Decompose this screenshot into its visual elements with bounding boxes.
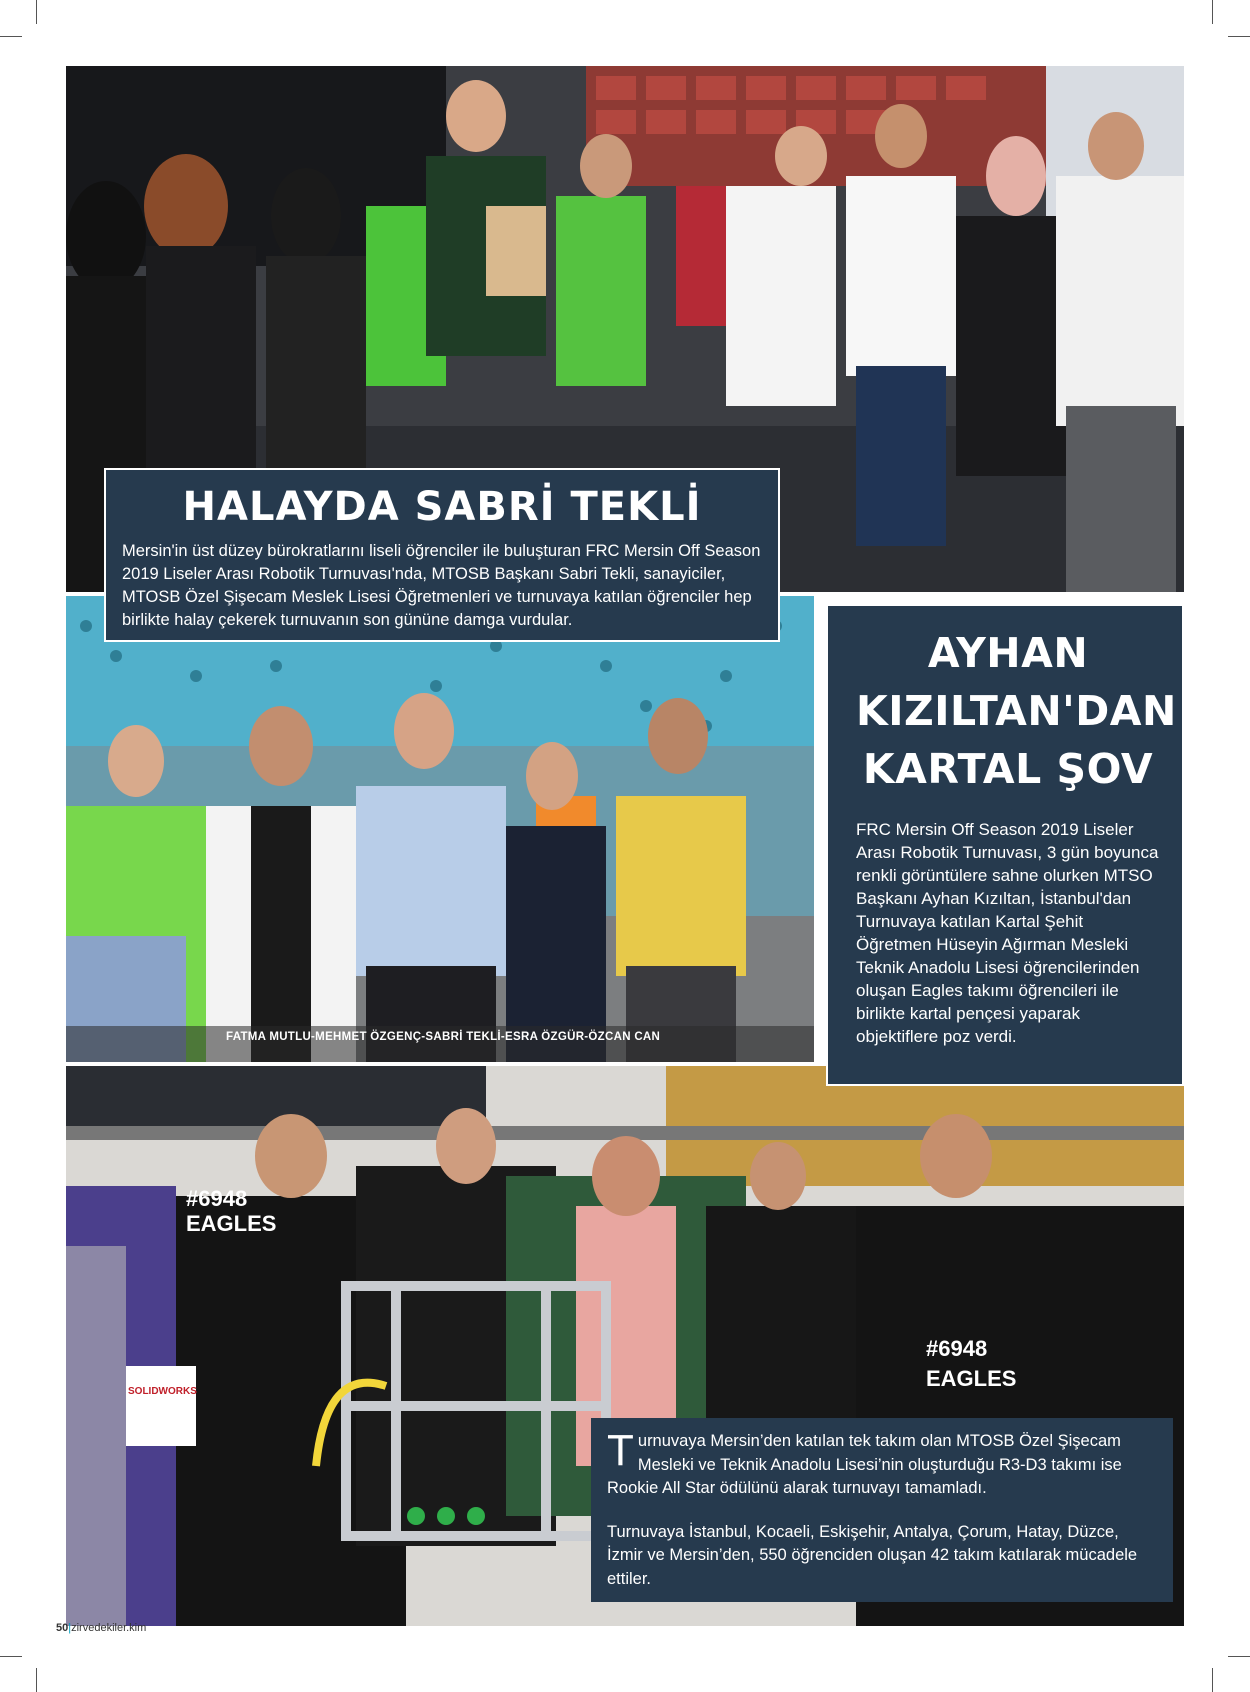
shirt-number-text: #6948 bbox=[186, 1186, 248, 1211]
article-paragraph bbox=[607, 1426, 1157, 1501]
shirt-team-text: EAGLES bbox=[186, 1211, 277, 1236]
photo-group-portrait bbox=[66, 596, 814, 1062]
title-line: KIZILTAN'DAN bbox=[856, 687, 1177, 735]
photo-caption: FATMA MUTLU-MEHMET ÖZGENÇ-SABRİ TEKLİ-ESRA ÖZGÜR-ÖZCAN CAN bbox=[226, 1031, 661, 1043]
article-halay bbox=[104, 468, 780, 642]
crop-mark bbox=[36, 1668, 37, 1692]
page-number: 50 bbox=[56, 1622, 69, 1634]
drop-cap: T bbox=[607, 1426, 634, 1475]
crop-mark bbox=[1228, 36, 1250, 37]
article-title: HALAYDA SABRİ TEKLİ bbox=[182, 484, 702, 530]
crop-mark bbox=[1228, 1656, 1250, 1657]
sponsor-banner-text: SOLIDWORKS bbox=[128, 1386, 197, 1397]
title-line: KARTAL ŞOV bbox=[862, 745, 1154, 793]
article-body: FRC Mersin Off Season 2019 Liseler Arası Robotik Turnuvası, 3 gün boyunca renkli görüntülere sahne olurken MTSO Başkanı Ayhan Kızıltan, İstanbul'dan Turnuvaya katılan Kartal Şehit Öğretmen Hüseyin Ağırman Mesleki Teknik Anadolu Lisesi öğrencilerinden oluşan Eagles takımı öğrencileri ile birlikte kartal pençesi yaparak objektiflere poz verdi. bbox=[856, 820, 1159, 1046]
page-folio bbox=[56, 1622, 146, 1634]
article-rookie-all-star bbox=[591, 1418, 1173, 1602]
article-title bbox=[856, 624, 1177, 798]
shirt-team-text: EAGLES bbox=[926, 1366, 1017, 1391]
crop-mark bbox=[1212, 1668, 1213, 1692]
crop-mark bbox=[0, 1656, 22, 1657]
crop-mark bbox=[36, 0, 37, 24]
crop-mark bbox=[1212, 0, 1213, 24]
shirt-number-text: #6948 bbox=[926, 1336, 988, 1361]
article-paragraph: Turnuvaya İstanbul, Kocaeli, Eskişehir, Antalya, Çorum, Hatay, Düzce, İzmir ve Mersin’den, 550 öğrenciden oluşan 42 takım katılarak mücadele ettiler. bbox=[607, 1522, 1138, 1588]
title-line: AYHAN bbox=[927, 629, 1089, 677]
folio-divider: | bbox=[68, 1622, 72, 1634]
paragraph-text: urnuvaya Mersin’den katılan tek takım olan MTOSB Özel Şişecam Mesleki ve Teknik Anadolu Lisesi’nin oluşturduğu R3-D3 takımı ise Rookie All Star ödülünü alarak turnuvayı tamamladı. bbox=[607, 1432, 1122, 1497]
article-body: Mersin'in üst düzey bürokratlarını liseli öğrenciler ile buluşturan FRC Mersin Off Season 2019 Liseler Arası Robotik Turnuvası'nda, MTOSB Başkanı Sabri Tekli, sanayiciler, MTOSB Özel Şişecam Meslek Lisesi Öğretmenleri ve turnuvaya katılan öğrenciler hep birlikte halay çekerek turnuvanın son gününe damga vurdular. bbox=[122, 542, 761, 629]
crop-mark bbox=[0, 36, 22, 37]
site-name: zirvedekiler.kim bbox=[71, 1622, 147, 1634]
article-kartal-sov bbox=[826, 604, 1184, 1086]
